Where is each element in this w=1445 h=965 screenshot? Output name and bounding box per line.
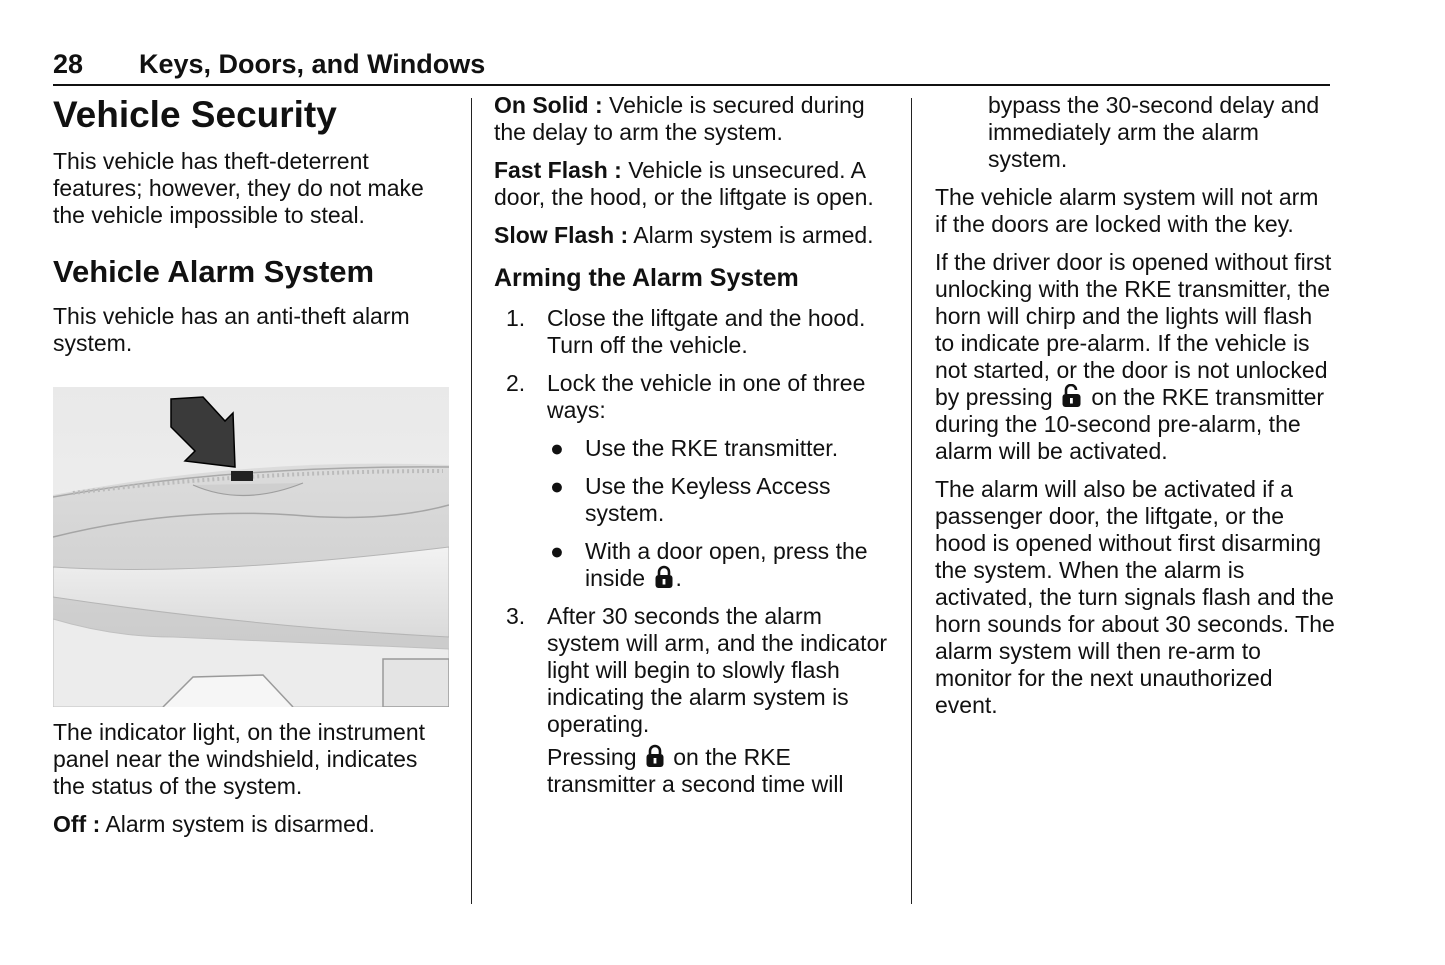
lock-icon [645,744,665,768]
step-number: 2. [506,370,526,396]
lock-methods [547,435,894,592]
list-item [547,435,894,462]
section-title: Keys, Doors, and Windows [139,49,486,79]
step-text: Close the liftgate and the hood. Turn off the vehicle. [547,305,866,358]
status-slow-flash-text: Alarm system is armed. [628,222,874,248]
bullet-text: Use the Keyless Access system. [585,473,831,526]
status-off-text: Alarm system is disarmed. [100,811,376,837]
status-off [53,811,453,838]
lock-icon [654,565,674,589]
page-title: Vehicle Security [53,94,337,135]
page-header [53,46,1330,86]
list-item [494,603,894,798]
status-off-label: Off : [53,811,101,837]
status-on-solid-text: Vehicle is secured during the delay to arm the system. [494,92,865,145]
pre-alarm-text-end: on the RKE transmitter during the 10-second pre-alarm, the alarm will be activated. [935,384,1325,464]
pressing-text: Pressing [547,744,637,770]
column-divider [471,98,472,904]
status-fast-flash [494,157,894,211]
indicator-light [231,471,253,481]
status-fast-flash-text: Vehicle is unsecured. A door, the hood, or the liftgate is open. [494,157,874,210]
step-number: 1. [506,305,526,331]
list-item [494,305,894,359]
alarm-intro-paragraph: This vehicle has an anti-theft alarm system. [53,303,410,356]
bullet-icon: ● [550,473,564,499]
bullet-text-end: . [675,565,682,591]
arming-heading: Arming the Alarm System [494,264,799,292]
continued-step-text: bypass the 30-second delay and immediately arm the alarm system. [988,92,1320,172]
status-on-solid-label: On Solid : [494,92,603,118]
bullet-icon: ● [550,538,564,564]
status-slow-flash-label: Slow Flash : [494,222,629,248]
step-text: Lock the vehicle in one of three ways: [547,370,866,423]
indicator-paragraph: The indicator light, on the instrument panel near the windshield, indicates the status of the system. [53,719,426,799]
list-item [547,538,894,592]
column-3 [935,92,1335,730]
pre-alarm-paragraph [935,249,1335,465]
pre-alarm-text: If the driver door is opened without first unlocking with the RKE transmitter, the horn will chirp and the lights will flash to indicate pre-alarm. If the vehicle is not started, or the door is not unlocked by pressing [935,249,1332,410]
pressing-paragraph [547,744,894,798]
activation-paragraph: The alarm will also be activated if a passenger door, the liftgate, or the hood is opened without first disarming the system. When the alarm is activated, the turn signals flash and the horn sounds for about 30 seconds. The alarm system will then re-arm to monitor for the next unauthorized event. [935,476,1335,718]
status-fast-flash-label: Fast Flash : [494,157,622,183]
pressing-text-end: on the RKE transmitter a second time will [547,744,844,797]
status-on-solid [494,92,894,146]
step-number: 3. [506,603,526,629]
list-item [547,473,894,527]
key-lock-paragraph: The vehicle alarm system will not arm if the doors are locked with the key. [935,184,1319,237]
column-1 [53,92,453,849]
bullet-text: Use the RKE transmitter. [585,435,839,461]
step-text: After 30 seconds the alarm system will arm, and the indicator light will begin to slowly flash indicating the alarm system is operating. [547,603,888,737]
column-divider [911,98,912,904]
column-2 [494,92,894,809]
instrument-panel-illustration [53,387,449,707]
unlock-icon [1061,384,1083,408]
arming-steps [494,305,894,798]
intro-paragraph: This vehicle has theft-deterrent features; however, they do not make the vehicle impossible to steal. [53,148,424,228]
list-item [494,370,894,592]
bullet-text: With a door open, press the inside [585,538,868,591]
page-number: 28 [53,49,84,79]
section-heading: Vehicle Alarm System [53,254,375,289]
bullet-icon: ● [550,435,564,461]
status-slow-flash [494,222,894,249]
